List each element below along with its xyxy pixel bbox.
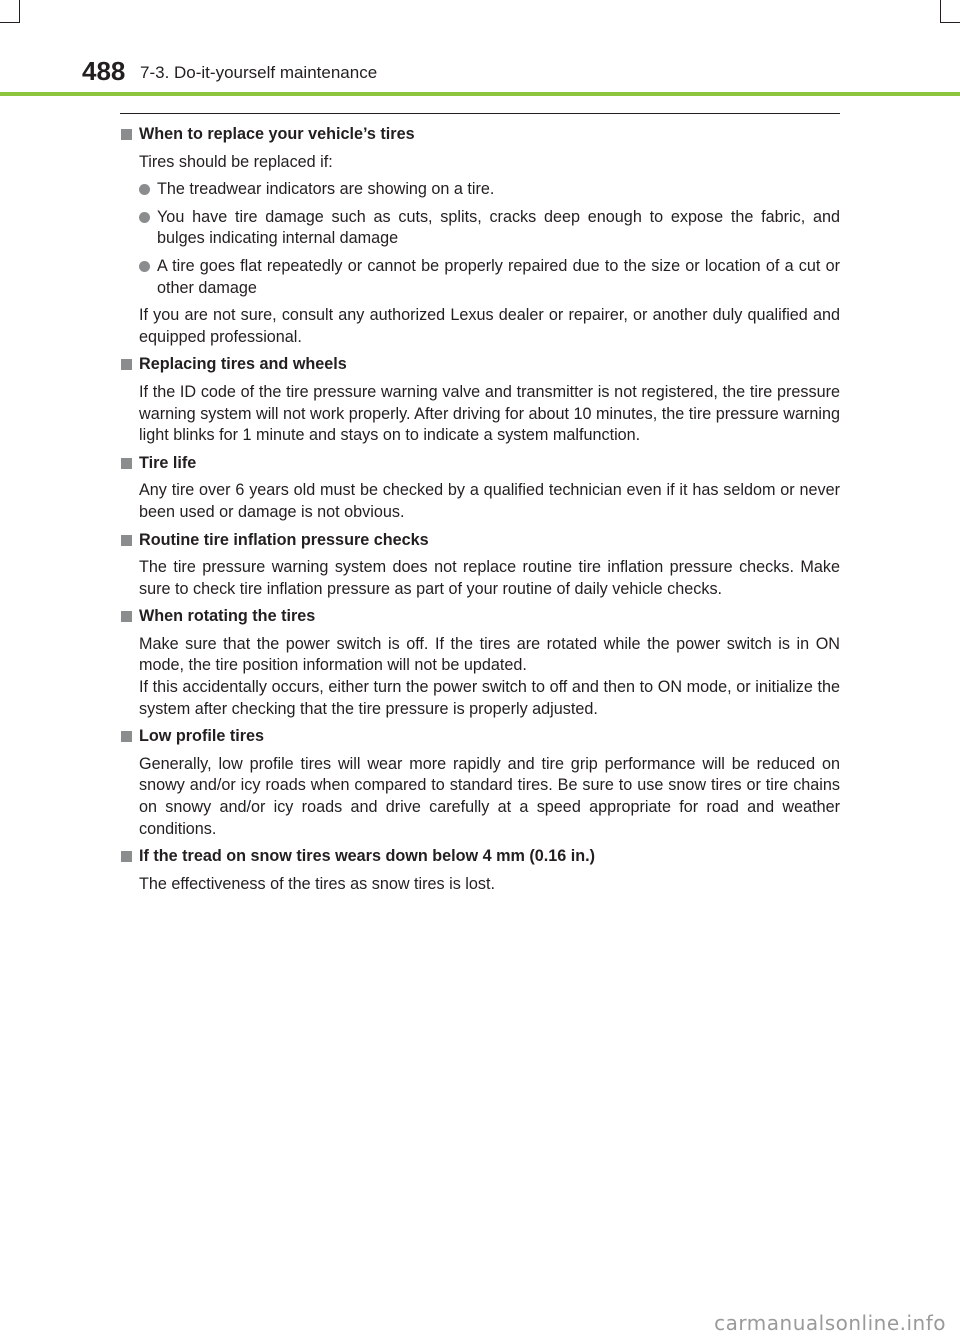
crop-mark-top-left-v (19, 0, 20, 22)
list-item-text: You have tire damage such as cuts, splits, cracks deep enough to expose the fabric, and bulges indicating internal damage (157, 207, 840, 248)
circle-bullet-icon (139, 184, 150, 195)
square-bullet-icon (121, 458, 132, 469)
square-bullet-icon (121, 611, 132, 622)
list-item (120, 179, 840, 201)
square-bullet-icon (121, 535, 132, 546)
section-heading (120, 354, 840, 376)
square-bullet-icon (121, 731, 132, 742)
square-bullet-icon (121, 359, 132, 370)
paragraph: Any tire over 6 years old must be checked by a qualified technician even if it has seldom or never been used or damage is not obvious. (139, 481, 840, 521)
paragraph-line: If this accidentally occurs, either turn the power switch to off and then to ON mode, or initialize the system after checking that the tire pressure is properly adjusted. (139, 678, 840, 718)
square-bullet-icon (121, 129, 132, 140)
circle-bullet-icon (139, 261, 150, 272)
paragraph: The tire pressure warning system does not replace routine tire inflation pressure checks. Make sure to check tire inflation pressure as part of your routine of daily vehicle checks. (139, 558, 840, 598)
section-heading (120, 453, 840, 475)
section-heading (120, 726, 840, 748)
section-title: 7-3. Do-it-yourself maintenance (140, 63, 378, 82)
heading-text: Replacing tires and wheels (139, 355, 347, 374)
paragraph: Generally, low profile tires will wear more rapidly and tire grip performance will be reduced on snowy and/or icy roads when compared to standard tires. Be sure to use snow tires or tire chains on snowy and/or icy roads and drive carefully at a speed appropriate for road and weather conditions. (139, 754, 840, 838)
heading-text: Routine tire inflation pressure checks (139, 530, 429, 549)
page-number: 488 (82, 56, 126, 86)
main-content (120, 124, 840, 895)
list-item (120, 256, 840, 299)
heading-text: Low profile tires (139, 727, 265, 746)
square-bullet-icon (121, 851, 132, 862)
section-heading (120, 530, 840, 552)
section-heading (120, 846, 840, 868)
crop-mark-top-right-v (940, 0, 941, 22)
heading-text: Tire life (139, 453, 197, 472)
content-top-rule (120, 113, 840, 114)
section-heading (120, 124, 840, 146)
paragraph (120, 634, 840, 720)
paragraph: If the ID code of the tire pressure warning valve and transmitter is not registered, the tire pressure warning system will not work properly. After driving for about 10 minutes, the tire pressure warning light blinks for 1 minute and stays on to indicate a system malfunction. (139, 382, 840, 445)
list-item-text: The treadwear indicators are showing on a tire. (157, 180, 495, 199)
heading-text: When to replace your vehicle’s tires (139, 125, 415, 143)
watermark: carmanualsonline.info (714, 1311, 946, 1335)
paragraph: The effectiveness of the tires as snow tires is lost. (139, 874, 495, 893)
section-heading (120, 606, 840, 628)
heading-text: If the tread on snow tires wears down below 4 mm (0.16 in.) (139, 847, 596, 866)
paragraph-line: Make sure that the power switch is off. If the tires are rotated while the power switch is in ON mode, the tire position information will not be updated. (139, 634, 840, 675)
crop-mark-top-right-h (940, 22, 960, 23)
circle-bullet-icon (139, 212, 150, 223)
header-rule (0, 92, 960, 96)
crop-mark-top-left-h (0, 22, 20, 23)
list-item (120, 207, 840, 250)
heading-text: When rotating the tires (139, 607, 316, 626)
paragraph: Tires should be replaced if: (139, 152, 333, 171)
page-header (0, 52, 960, 94)
paragraph: If you are not sure, consult any authorized Lexus dealer or repairer, or another duly qualified and equipped professional. (139, 306, 840, 346)
list-item-text: A tire goes flat repeatedly or cannot be properly repaired due to the size or location of a cut or other damage (157, 256, 840, 297)
